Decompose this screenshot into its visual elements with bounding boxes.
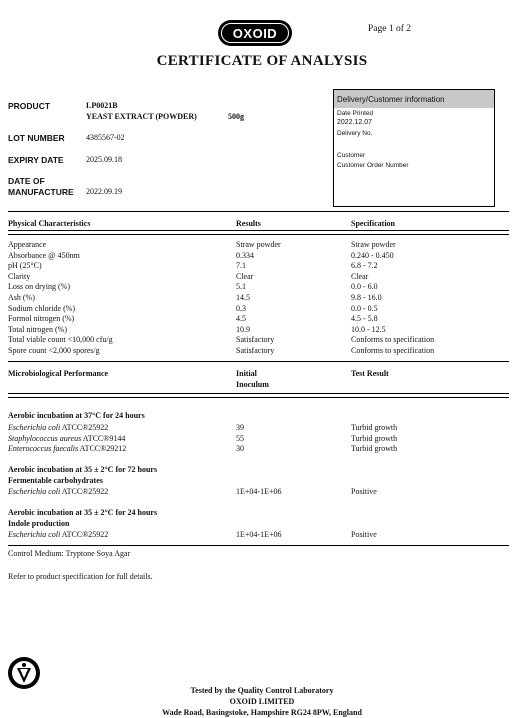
table-cell: Spore count <2,000 spores/g [8,345,100,355]
table-cell: pH (25°C) [8,261,42,271]
table-cell: Turbid growth [351,444,398,454]
double-divider [8,230,509,235]
table-cell: 1E+04-1E+06 [236,487,282,496]
manufacture-label-1: DATE OF [8,176,45,186]
section1-organisms [8,423,126,455]
table-cell: 55 [236,433,244,443]
table-cell: 6.8 - 7.2 [351,261,378,271]
section-subtitle: Fermentable carbohydrates [8,476,103,485]
expiry-label: EXPIRY DATE [8,155,64,165]
organism-name: Escherichia coli [8,530,61,539]
product-code: LP0021B [86,101,118,110]
table-cell: Positive [351,530,377,539]
physical-results-column [236,240,281,357]
section3-organism [8,530,108,541]
date-printed-value: 2022.12.07 [337,119,373,126]
oxoid-logo [218,20,292,46]
organism-name: Staphylococcus aureus [8,433,82,443]
delivery-no-label: Delivery No. [337,130,373,137]
customer-label: Customer [337,152,366,159]
table-cell: Turbid growth [351,423,398,432]
table-cell: Loss on drying (%) [8,282,70,292]
product-label: PRODUCT [8,101,51,111]
micro-header: Microbiological Performance [8,369,109,378]
customer-order-label: Customer Order Number [337,162,409,169]
table-cell: 1E+04-1E+06 [236,530,282,539]
delivery-info-box [333,89,495,207]
physical-header: Physical Characteristics [8,219,91,228]
expiry-value: 2025.09.18 [86,155,122,164]
manufacture-value: 2022.09.19 [86,187,122,196]
table-cell: 0.3 [236,303,246,313]
table-cell: Straw powder [351,240,396,249]
lot-label: LOT NUMBER [8,133,65,143]
table-cell: Appearance [8,240,47,249]
section1-inoculum [236,423,244,455]
manufacture-label-2: MANUFACTURE [8,187,74,197]
table-cell: Straw powder [236,240,281,249]
double-divider [8,393,509,398]
strain: ATCC®25922 [60,530,109,539]
table-cell: 39 [236,423,244,432]
footer-line-3: Wade Road, Basingstoke, Hampshire RG24 8PW, England [162,708,362,717]
table-cell: Sodium chloride (%) [8,303,76,313]
table-cell: Total viable count <10,000 cfu/g [8,335,113,345]
footer-line-1: Tested by the Quality Control Laboratory [190,686,334,695]
table-cell: Satisfactory [236,345,275,355]
table-cell: Clarity [8,271,31,281]
product-name: YEAST EXTRACT (POWDER) [86,112,197,121]
inoculum-header-1: Initial [236,369,257,378]
table-cell: Formol nitrogen (%) [8,314,75,324]
inoculum-header-2: Inoculum [236,380,269,389]
strain: ATCC®9144 [81,433,126,443]
divider [8,361,509,362]
delivery-header-text: Delivery/Customer information [337,95,445,104]
table-cell: Clear [351,271,369,281]
table-cell: Conforms to specification [351,345,435,355]
strain: ATCC®25922 [60,423,109,432]
organism-name: Enterococcus faecalis [8,444,79,454]
table-cell: 0.0 - 6.0 [351,282,378,292]
document-title: CERTIFICATE OF ANALYSIS [156,53,368,69]
specification-header: Specification [351,219,395,228]
table-cell: Clear [236,271,254,281]
date-printed-label: Date Printed [337,110,374,117]
section-title: Aerobic incubation at 35 ± 2°C for 72 hours [8,465,158,474]
delivery-header [334,90,494,108]
table-cell: 4.5 [236,314,246,324]
table-cell: Total nitrogen (%) [8,324,67,334]
table-cell: Positive [351,487,377,496]
brand-name: OXOID [221,23,289,43]
table-cell: 7.1 [236,261,246,271]
page-indicator: Page 1 of 2 [368,24,412,34]
table-cell: 10.9 [236,324,250,334]
table-cell: Satisfactory [236,335,275,345]
control-medium: Control Medium: Tryptone Soya Agar [8,549,131,558]
organism-name: Escherichia coli [8,487,61,496]
table-cell: 5.1 [236,282,246,292]
table-cell: 14.5 [236,292,250,302]
physical-names-column [8,240,113,357]
table-cell: Turbid growth [351,433,398,443]
organism-name: Escherichia coli [8,423,61,432]
table-cell: Conforms to specification [351,335,435,345]
section2-organism [8,487,108,498]
table-cell: 0.240 - 0.450 [351,250,394,260]
table-cell: 10.0 - 12.5 [351,324,386,334]
section-title: Aerobic incubation at 35 ± 2°C for 24 hours [8,508,158,517]
product-size: 500g [228,112,244,121]
table-cell: 30 [236,444,244,454]
divider [8,545,509,546]
footer-line-2: OXOID LIMITED [229,697,295,706]
table-cell: 4.5 - 5.8 [351,314,378,324]
divider [8,211,509,212]
table-cell: 0.334 [236,250,254,260]
certification-mark-icon [7,656,41,690]
table-cell: 9.8 - 16.0 [351,292,382,302]
table-cell: 0.0 - 0.5 [351,303,378,313]
strain: ATCC®25922 [60,487,109,496]
strain: ATCC®29212 [78,444,127,454]
test-result-header: Test Result [351,369,389,378]
results-header: Results [236,219,261,228]
physical-spec-column [351,240,434,357]
lot-value: 4385567-02 [86,133,125,142]
table-cell: Absorbance @ 450nm [8,250,80,260]
section1-results [351,423,397,455]
refer-note: Refer to product specification for full details. [8,572,153,581]
section-subtitle: Indole production [8,519,70,528]
section-title: Aerobic incubation at 37°C for 24 hours [8,411,145,420]
table-cell: Ash (%) [8,292,35,302]
